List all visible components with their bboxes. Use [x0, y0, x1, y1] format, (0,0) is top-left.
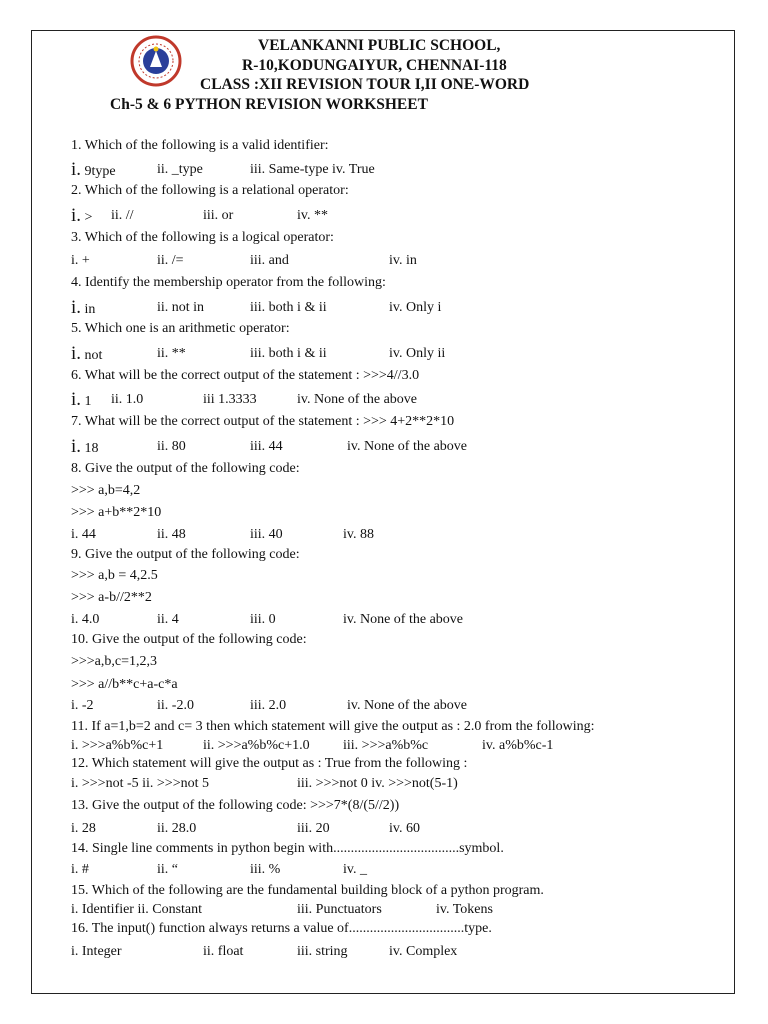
question-text: 6. What will be the correct output of the statement : >>>4//3.0 [71, 368, 420, 383]
school-address: R-10,KODUNGAIYUR, CHENNAI-118 [242, 57, 507, 74]
option-1: i. Integer [71, 944, 122, 959]
option-4: iv. _ [343, 862, 367, 877]
option-1: i. Identifier ii. Constant [71, 902, 203, 917]
question-text: 12. Which statement will give the output as : True from the following : [71, 756, 468, 771]
question-text: 8. Give the output of the following code: [71, 461, 300, 476]
option-3: iii. 40 [250, 527, 283, 542]
option-3: iii. >>>a%b%c [343, 738, 429, 753]
option-3: iii 1.3333 [203, 392, 257, 407]
option-3: iii. 44 [250, 439, 283, 454]
option-3: iii. % [250, 862, 281, 877]
question-text: 5. Which one is an arithmetic operator: [71, 321, 290, 336]
option-4: iv. ** [297, 208, 328, 223]
option-3: iv. Tokens [436, 902, 493, 917]
question-text: 11. If a=1,b=2 and c= 3 then which statement will give the output as : 2.0 from the following: [71, 719, 595, 734]
question-text: 2. Which of the following is a relational operator: [71, 183, 349, 198]
option-3: iii. 0 [250, 612, 276, 627]
option-4: iv. 60 [389, 821, 420, 836]
option-4: iv. None of the above [343, 612, 463, 627]
option-1: i. 9type [71, 159, 116, 180]
option-2: ii. ** [157, 346, 186, 361]
option-1: i. > [71, 205, 93, 226]
question-text: 15. Which of the following are the fundamental building block of a python program. [71, 883, 544, 898]
option-2: ii. float [203, 944, 244, 959]
option-1: i. in [71, 297, 96, 318]
option-1: i. 44 [71, 527, 96, 542]
option-4: iv. None of the above [347, 698, 467, 713]
question-text: 14. Single line comments in python begin with....................................symbol. [71, 841, 504, 856]
option-2: ii. “ [157, 862, 178, 877]
option-2: ii. >>>a%b%c+1.0 [203, 738, 310, 753]
option-2: ii. /= [157, 253, 184, 268]
option-2: ii. 80 [157, 439, 186, 454]
class-line: CLASS :XII REVISION TOUR I,II ONE-WORD [200, 76, 530, 93]
option-3: iii. 20 [297, 821, 330, 836]
code-line: >>> a//b**c+a-c*a [71, 677, 178, 692]
code-line: >>> a,b=4,2 [71, 483, 141, 498]
question-text: 7. What will be the correct output of the statement : >>> 4+2**2*10 [71, 414, 455, 429]
option-1: i. 28 [71, 821, 96, 836]
code-line: >>> a,b = 4,2.5 [71, 568, 158, 583]
option-3: iii. Same-type iv. True [250, 162, 375, 177]
school-name: VELANKANNI PUBLIC SCHOOL, [258, 37, 501, 54]
code-line: >>> a+b**2*10 [71, 505, 162, 520]
option-3: iii. string [297, 944, 348, 959]
option-3: iii. both i & ii [250, 300, 327, 315]
option-3: iii. or [203, 208, 234, 223]
option-1: i. 18 [71, 436, 99, 457]
option-2: ii. not in [157, 300, 205, 315]
option-4: iv. a%b%c-1 [482, 738, 554, 753]
question-text: 1. Which of the following is a valid identifier: [71, 138, 329, 153]
question-text: 9. Give the output of the following code: [71, 547, 300, 562]
option-4: iv. None of the above [297, 392, 417, 407]
option-4: iv. Complex [389, 944, 458, 959]
question-text: 13. Give the output of the following code: >>>7*(8/(5//2)) [71, 798, 400, 813]
option-4: iv. in [389, 253, 417, 268]
option-2: ii. 28.0 [157, 821, 197, 836]
option-1: i. >>>a%b%c+1 [71, 738, 164, 753]
option-3: iii. and [250, 253, 289, 268]
option-4: iv. Only ii [389, 346, 446, 361]
option-2: ii. _type [157, 162, 203, 177]
question-text: 16. The input() function always returns a value of.................................type. [71, 921, 492, 936]
option-2: ii. 1.0 [111, 392, 144, 407]
code-line: >>>a,b,c=1,2,3 [71, 654, 158, 669]
option-4: iv. Only i [389, 300, 442, 315]
option-2: ii. // [111, 208, 134, 223]
option-2: ii. 4 [157, 612, 179, 627]
option-2: iii. >>>not 0 iv. >>>not(5-1) [297, 776, 458, 791]
option-2: ii. -2.0 [157, 698, 194, 713]
question-text: 4. Identify the membership operator from the following: [71, 275, 386, 290]
question-text: 3. Which of the following is a logical operator: [71, 230, 334, 245]
option-2: ii. 48 [157, 527, 186, 542]
option-4: iv. None of the above [347, 439, 467, 454]
option-1: i. # [71, 862, 89, 877]
option-1: i. 4.0 [71, 612, 100, 627]
option-1: i. 1 [71, 389, 92, 410]
option-1: i. not [71, 343, 103, 364]
option-1: i. + [71, 253, 90, 268]
option-1: i. >>>not -5 ii. >>>not 5 [71, 776, 209, 791]
option-4: iv. 88 [343, 527, 374, 542]
option-3: iii. both i & ii [250, 346, 327, 361]
school-logo-icon [130, 35, 182, 87]
option-2: iii. Punctuators [297, 902, 382, 917]
worksheet-title: Ch-5 & 6 PYTHON REVISION WORKSHEET [110, 96, 428, 113]
option-1: i. -2 [71, 698, 94, 713]
option-3: iii. 2.0 [250, 698, 287, 713]
code-line: >>> a-b//2**2 [71, 590, 152, 605]
question-text: 10. Give the output of the following code: [71, 632, 307, 647]
